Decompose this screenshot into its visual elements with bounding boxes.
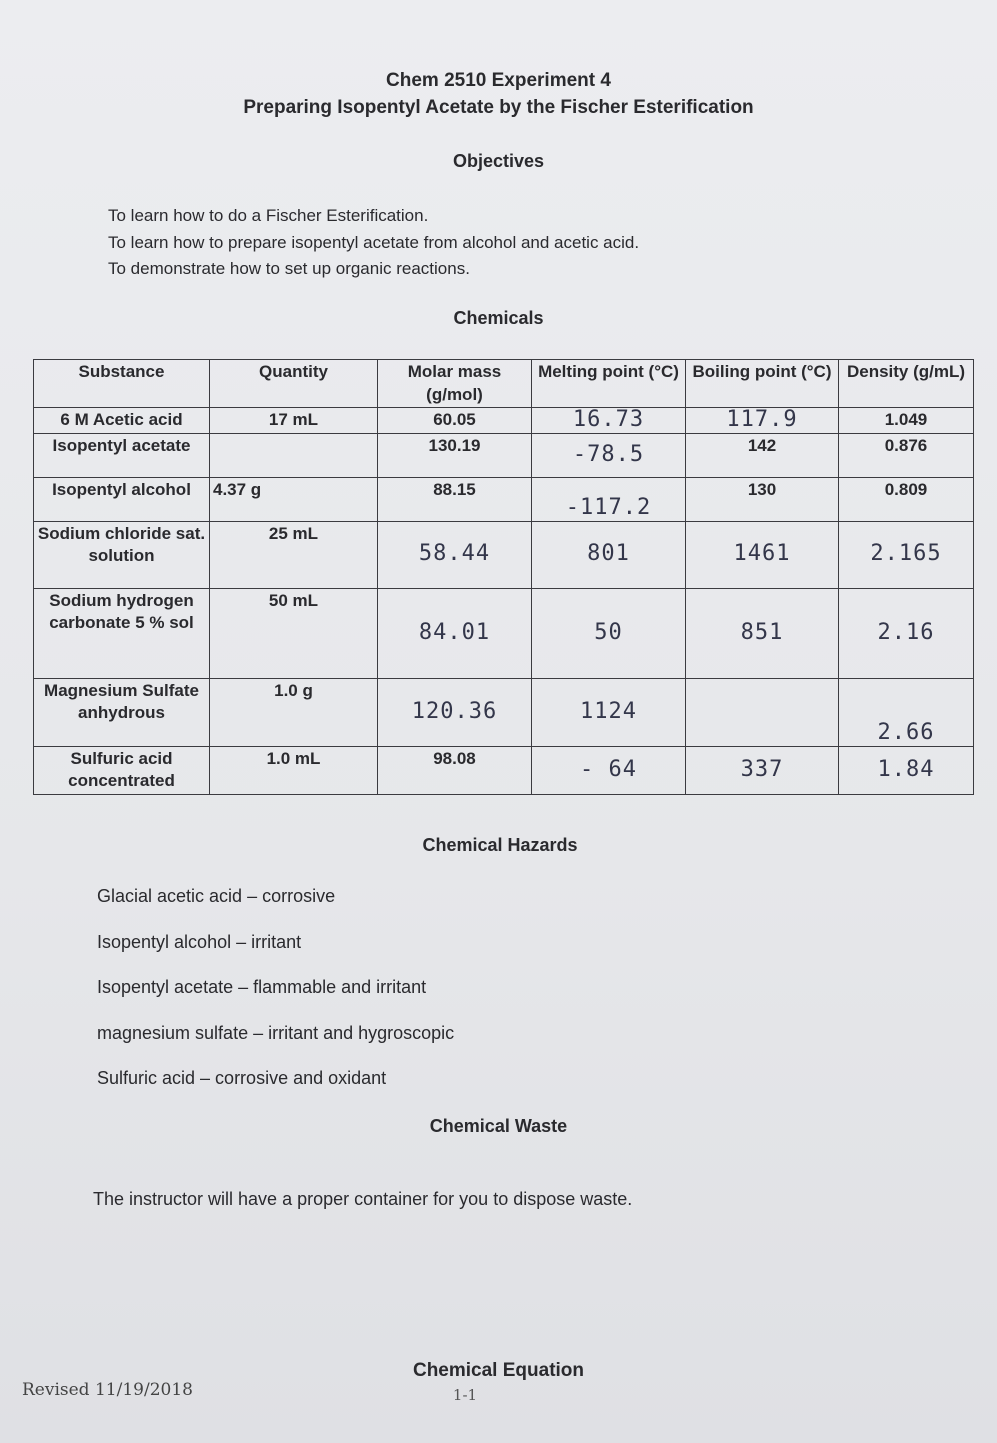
density-cell: 2.165 [839, 521, 974, 588]
column-header-quantity: Quantity [210, 360, 378, 408]
waste-heading: Chemical Waste [429, 1116, 568, 1136]
quantity-cell: 17 mL [210, 408, 378, 434]
melting-point-cell: 801 [532, 521, 686, 588]
hazard-item: Isopentyl acetate – flammable and irritant [97, 977, 427, 997]
objectives-list [108, 203, 639, 283]
melting-point-cell: 50 [532, 588, 686, 678]
hazard-item: Sulfuric acid – corrosive and oxidant [97, 1068, 387, 1088]
revised-date: Revised 11/19/2018 [22, 1380, 193, 1400]
quantity-cell: 4.37 g [210, 477, 378, 521]
molar-mass-cell: 84.01 [378, 588, 532, 678]
substance-cell: Isopentyl alcohol [34, 477, 210, 521]
table-row [34, 746, 974, 794]
density-cell: 1.84 [839, 746, 974, 794]
column-header-molar-mass: Molar mass (g/mol) [378, 360, 532, 408]
quantity-cell: 50 mL [210, 588, 378, 678]
substance-cell: Magnesium Sulfate anhydrous [34, 678, 210, 746]
document-title-line1: Chem 2510 Experiment 4 [386, 70, 611, 91]
hazards-list [97, 886, 454, 1114]
boiling-point-cell: 337 [686, 746, 839, 794]
objective-item: To learn how to prepare isopentyl acetate from alcohol and acetic acid. [108, 232, 640, 252]
table-row [34, 678, 974, 746]
density-cell: 2.16 [839, 588, 974, 678]
substance-cell: Isopentyl acetate [34, 433, 210, 477]
objective-item: To demonstrate how to set up organic reactions. [108, 259, 470, 278]
column-header-boiling-point: Boiling point (°C) [686, 360, 839, 408]
page-number: 1-1 [452, 1386, 478, 1404]
boiling-point-cell: 130 [686, 477, 839, 521]
boiling-point-cell: 1461 [686, 521, 839, 588]
substance-cell: Sodium chloride sat. solution [34, 521, 210, 588]
table-row [34, 408, 974, 434]
table-row [34, 477, 974, 521]
quantity-cell: 1.0 g [210, 678, 378, 746]
column-header-substance: Substance [34, 360, 210, 408]
quantity-cell [210, 433, 378, 477]
objective-item: To learn how to do a Fischer Esterification. [108, 206, 429, 225]
objectives-heading: Objectives [452, 151, 545, 171]
table-row [34, 521, 974, 588]
density-cell: 2.66 [839, 678, 974, 746]
melting-point-cell: 16.73 [532, 408, 686, 434]
melting-point-cell: - 64 [532, 746, 686, 794]
melting-point-cell: -117.2 [532, 477, 686, 521]
hazards-heading: Chemical Hazards [422, 835, 578, 855]
quantity-cell: 1.0 mL [210, 746, 378, 794]
column-header-melting-point: Melting point (°C) [532, 360, 686, 408]
table-header-row [34, 360, 974, 408]
boiling-point-cell: 142 [686, 433, 839, 477]
chemicals-table [33, 359, 974, 795]
molar-mass-cell: 130.19 [378, 433, 532, 477]
molar-mass-cell: 88.15 [378, 477, 532, 521]
table-row [34, 433, 974, 477]
table-row [34, 588, 974, 678]
boiling-point-cell [686, 678, 839, 746]
substance-cell: 6 M Acetic acid [34, 408, 210, 434]
substance-cell: Sulfuric acid concentrated [34, 746, 210, 794]
molar-mass-cell: 58.44 [378, 521, 532, 588]
melting-point-cell: -78.5 [532, 433, 686, 477]
boiling-point-cell: 117.9 [686, 408, 839, 434]
substance-cell: Sodium hydrogen carbonate 5 % sol [34, 588, 210, 678]
quantity-cell: 25 mL [210, 521, 378, 588]
molar-mass-cell: 120.36 [378, 678, 532, 746]
density-cell: 0.809 [839, 477, 974, 521]
density-cell: 1.049 [839, 408, 974, 434]
hazard-item: Isopentyl alcohol – irritant [97, 931, 302, 952]
waste-text: The instructor will have a proper container for you to dispose waste. [93, 1189, 633, 1209]
hazard-item: Glacial acetic acid – corrosive [97, 886, 336, 906]
hazard-item: magnesium sulfate – irritant and hygroscopic [97, 1022, 455, 1043]
molar-mass-cell: 98.08 [378, 746, 532, 794]
boiling-point-cell: 851 [686, 588, 839, 678]
density-cell: 0.876 [839, 433, 974, 477]
equation-heading: Chemical Equation [412, 1360, 585, 1381]
melting-point-cell: 1124 [532, 678, 686, 746]
document-title-line2: Preparing Isopentyl Acetate by the Fischer Esterification [243, 97, 754, 118]
column-header-density: Density (g/mL) [839, 360, 974, 408]
molar-mass-cell: 60.05 [378, 408, 532, 434]
chemicals-heading: Chemicals [453, 308, 544, 328]
